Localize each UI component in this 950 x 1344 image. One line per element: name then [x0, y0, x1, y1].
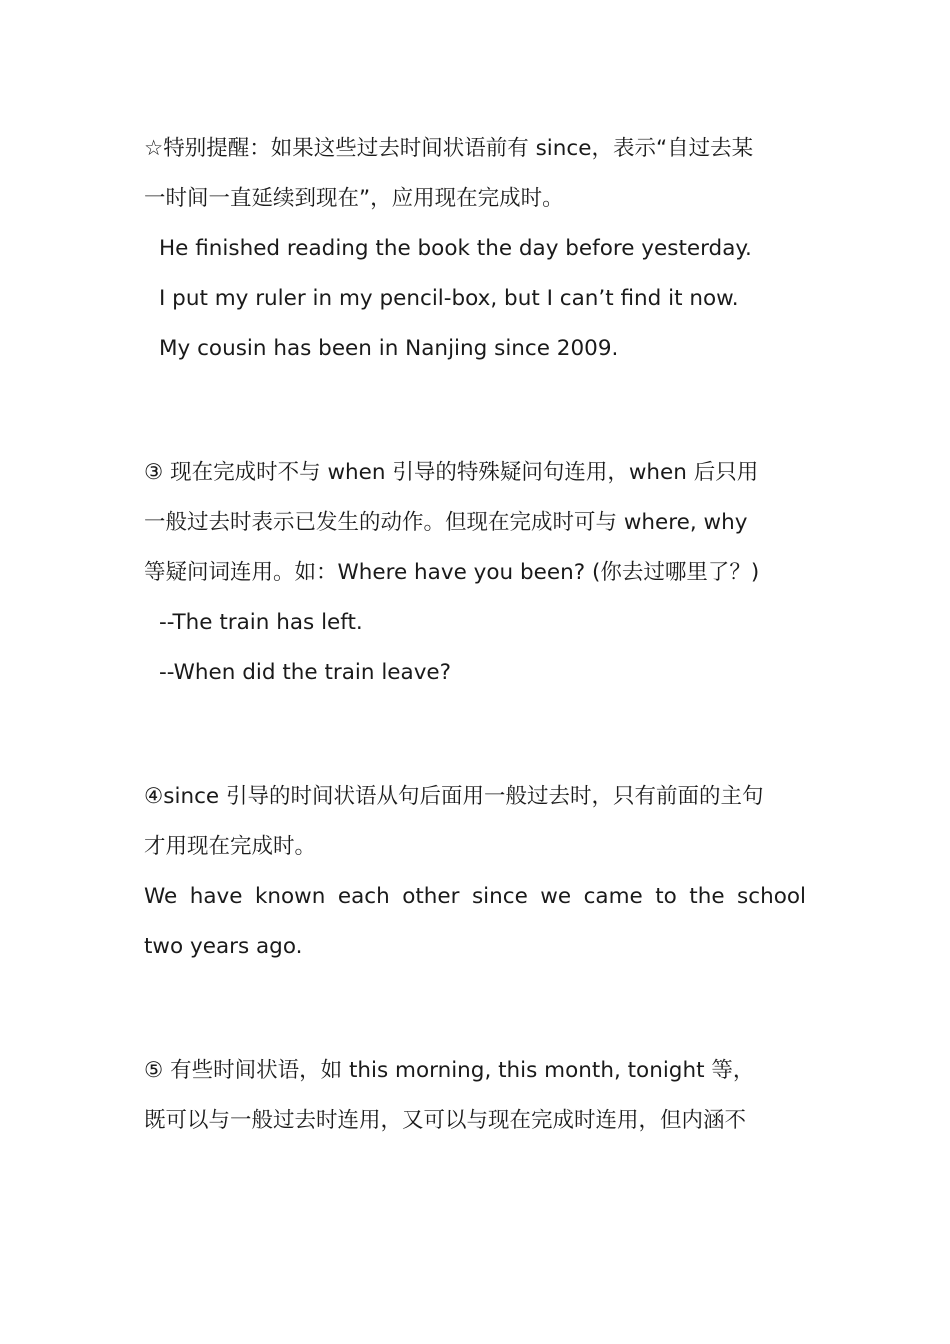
rule-4-line-2: 才用现在完成时。 — [144, 834, 317, 859]
rule-3-line-1: ③ 现在完成时不与 when 引导的特殊疑问句连用，when 后只用 — [144, 460, 759, 485]
reminder-line-1: ☆特别提醒：如果这些过去时间状语前有 since，表示“自过去某 — [144, 136, 754, 161]
example-sentence-line-1: We have known each other since we came to the school — [144, 884, 806, 909]
paragraph-gap — [144, 972, 806, 1046]
rule-5-line-1: ⑤ 有些时间状语，如 this morning, this month, tonight 等， — [144, 1058, 755, 1083]
example-sentence: My cousin has been in Nanjing since 2009. — [159, 336, 619, 361]
rule-4-section — [144, 772, 806, 972]
dialogue-line: --The train has left. — [159, 610, 363, 635]
example-sentence-line-2: two years ago. — [144, 934, 303, 959]
paragraph-gap — [144, 374, 806, 448]
rule-3-line-3: 等疑问词连用。如：Where have you been? (你去过哪里了？) — [144, 560, 760, 585]
rule-4-line-1: ④since 引导的时间状语从句后面用一般过去时，只有前面的主句 — [144, 784, 764, 809]
rule-3-section — [144, 448, 806, 698]
rule-5-section — [144, 1046, 806, 1146]
document-page — [144, 124, 806, 1146]
rule-3-line-2: 一般过去时表示已发生的动作。但现在完成时可与 where, why — [144, 510, 748, 535]
example-sentence: He finished reading the book the day before yesterday. — [159, 236, 752, 261]
example-sentence: I put my ruler in my pencil-box, but I can’t find it now. — [159, 286, 739, 311]
rule-5-line-2: 既可以与一般过去时连用，又可以与现在完成时连用，但内涵不 — [144, 1108, 747, 1133]
dialogue-line: --When did the train leave? — [159, 660, 452, 685]
reminder-line-2: 一时间一直延续到现在”，应用现在完成时。 — [144, 186, 564, 211]
reminder-section — [144, 124, 806, 374]
paragraph-gap — [144, 698, 806, 772]
